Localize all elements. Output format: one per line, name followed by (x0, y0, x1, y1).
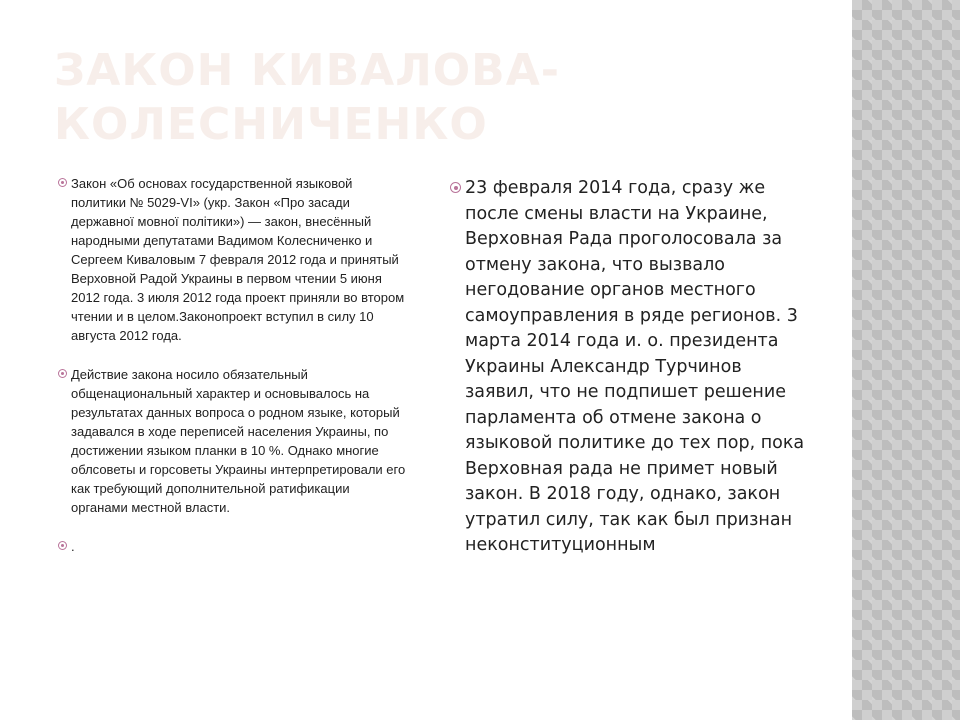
circle-bullet-icon (58, 541, 67, 550)
left-bullet-text: . (71, 539, 75, 554)
circle-bullet-icon (450, 182, 461, 193)
left-bullet-text: Закон «Об основах государственной языковой политики № 5029-VI» (укр. Закон «Про засади державної мовної політики») — закон, внесённый народными депутатами Вадимом Колесниченко и Сергеем Киваловым 7 февраля 2012 года и принятый Верховной Радой Украины в первом чтении 5 июня 2012 года. 3 июля 2012 года проект приняли во втором чтении и в целом.Законопроект вступил в силу 10 августа 2012 года. (71, 176, 405, 343)
right-bullet-1 (450, 176, 810, 559)
left-bullet-3 (58, 537, 408, 556)
left-bullet-1 (58, 174, 408, 345)
side-diamond-pattern (852, 0, 960, 720)
left-bullet-2 (58, 365, 408, 517)
slide-title: ЗАКОН КИВАЛОВА-КОЛЕСНИЧЕНКО (54, 45, 561, 150)
right-bullet-text: 23 февраля 2014 года, сразу же после смены власти на Украине, Верховная Рада проголосовала за отмену закона, что вызвало негодование органов местного самоуправления в ряде регионов. 3 марта 2014 года и. о. президента Украины Александр Турчинов заявил, что не подпишет решение парламента об отмене закона о языковой политике до тех пор, пока Верховная рада не примет новый закон. В 2018 году, однако, закон утратил силу, так как был признан неконституционным (465, 178, 805, 555)
circle-bullet-icon (58, 369, 67, 378)
left-bullet-text: Действие закона носило обязательный общенациональный характер и основывалось на результатах данных вопроса о родном языке, который задавался в ходе переписей населения Украины, по достижении языком планки в 10 %. Однако многие облсоветы и горсоветы Украины интерпретировали его как требующий дополнительной ратификации органами местной власти. (71, 367, 406, 515)
left-column (58, 174, 408, 576)
circle-bullet-icon (58, 178, 67, 187)
right-column (450, 176, 810, 559)
